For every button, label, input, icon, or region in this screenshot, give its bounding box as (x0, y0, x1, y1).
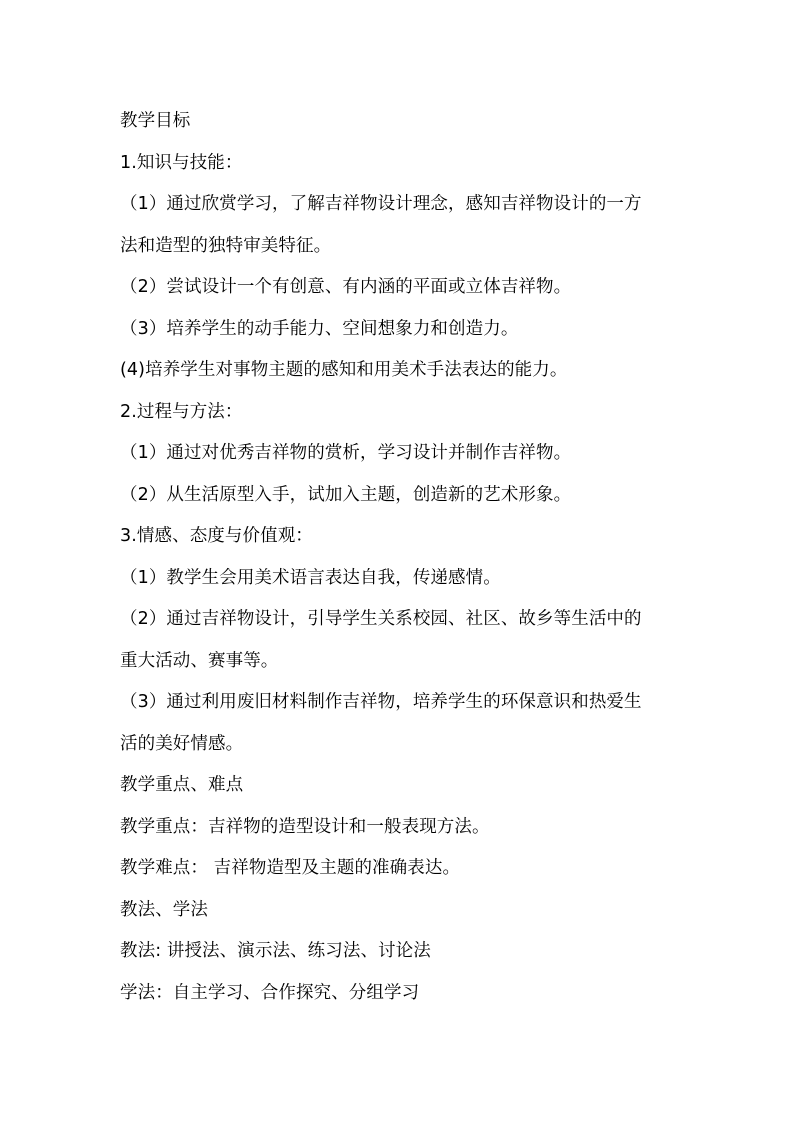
paragraph-line: (4)培养学生对事物主题的感知和用美术手法表达的能力。 (120, 360, 568, 380)
paragraph-line: 重大活动、赛事等。 (120, 650, 279, 671)
paragraph-line: （1）通过欣赏学习，了解吉祥物设计理念，感知吉祥物设计的一方 (120, 194, 642, 214)
paragraph-line: （2）通过吉祥物设计，引导学生关系校园、社区、故乡等生活中的 (120, 609, 642, 629)
paragraph-line: （1）通过对优秀吉祥物的赏析，学习设计并制作吉祥物。 (120, 443, 572, 463)
paragraph-line: 教学难点： 吉祥物造型及主题的准确表达。 (120, 858, 461, 878)
heading-teaching-goals: 教学目标 (120, 111, 191, 131)
section-process-methods: 2.过程与方法： (120, 401, 243, 422)
document-body (120, 101, 680, 1014)
paragraph-line: 学法：自主学习、合作探究、分组学习 (120, 982, 420, 1003)
paragraph-line: （3）培养学生的动手能力、空间想象力和创造力。 (120, 318, 519, 339)
paragraph-line: （2）从生活原型入手，试加入主题，创造新的艺术形象。 (120, 484, 572, 505)
heading-key-difficult-points: 教学重点、难点 (120, 775, 244, 795)
paragraph-line: （1）教学生会用美术语言表达自我，传递感情。 (120, 567, 501, 588)
section-knowledge-skills: 1.知识与技能： (120, 152, 243, 173)
paragraph-line: （3）通过利用废旧材料制作吉祥物，培养学生的环保意识和热爱生 (120, 692, 642, 712)
paragraph-line: 活的美好情感。 (120, 733, 244, 754)
paragraph-line: 教学重点：吉祥物的造型设计和一般表现方法。 (120, 816, 490, 837)
paragraph-line: 法和造型的独特审美特征。 (120, 235, 332, 256)
heading-teaching-learning-methods: 教法、学法 (120, 899, 208, 920)
section-emotion-attitude-values: 3.情感、态度与价值观： (120, 526, 313, 546)
paragraph-line: （2）尝试设计一个有创意、有内涵的平面或立体吉祥物。 (120, 277, 572, 297)
paragraph-line: 教法: 讲授法、演示法、练习法、讨论法 (120, 941, 431, 961)
